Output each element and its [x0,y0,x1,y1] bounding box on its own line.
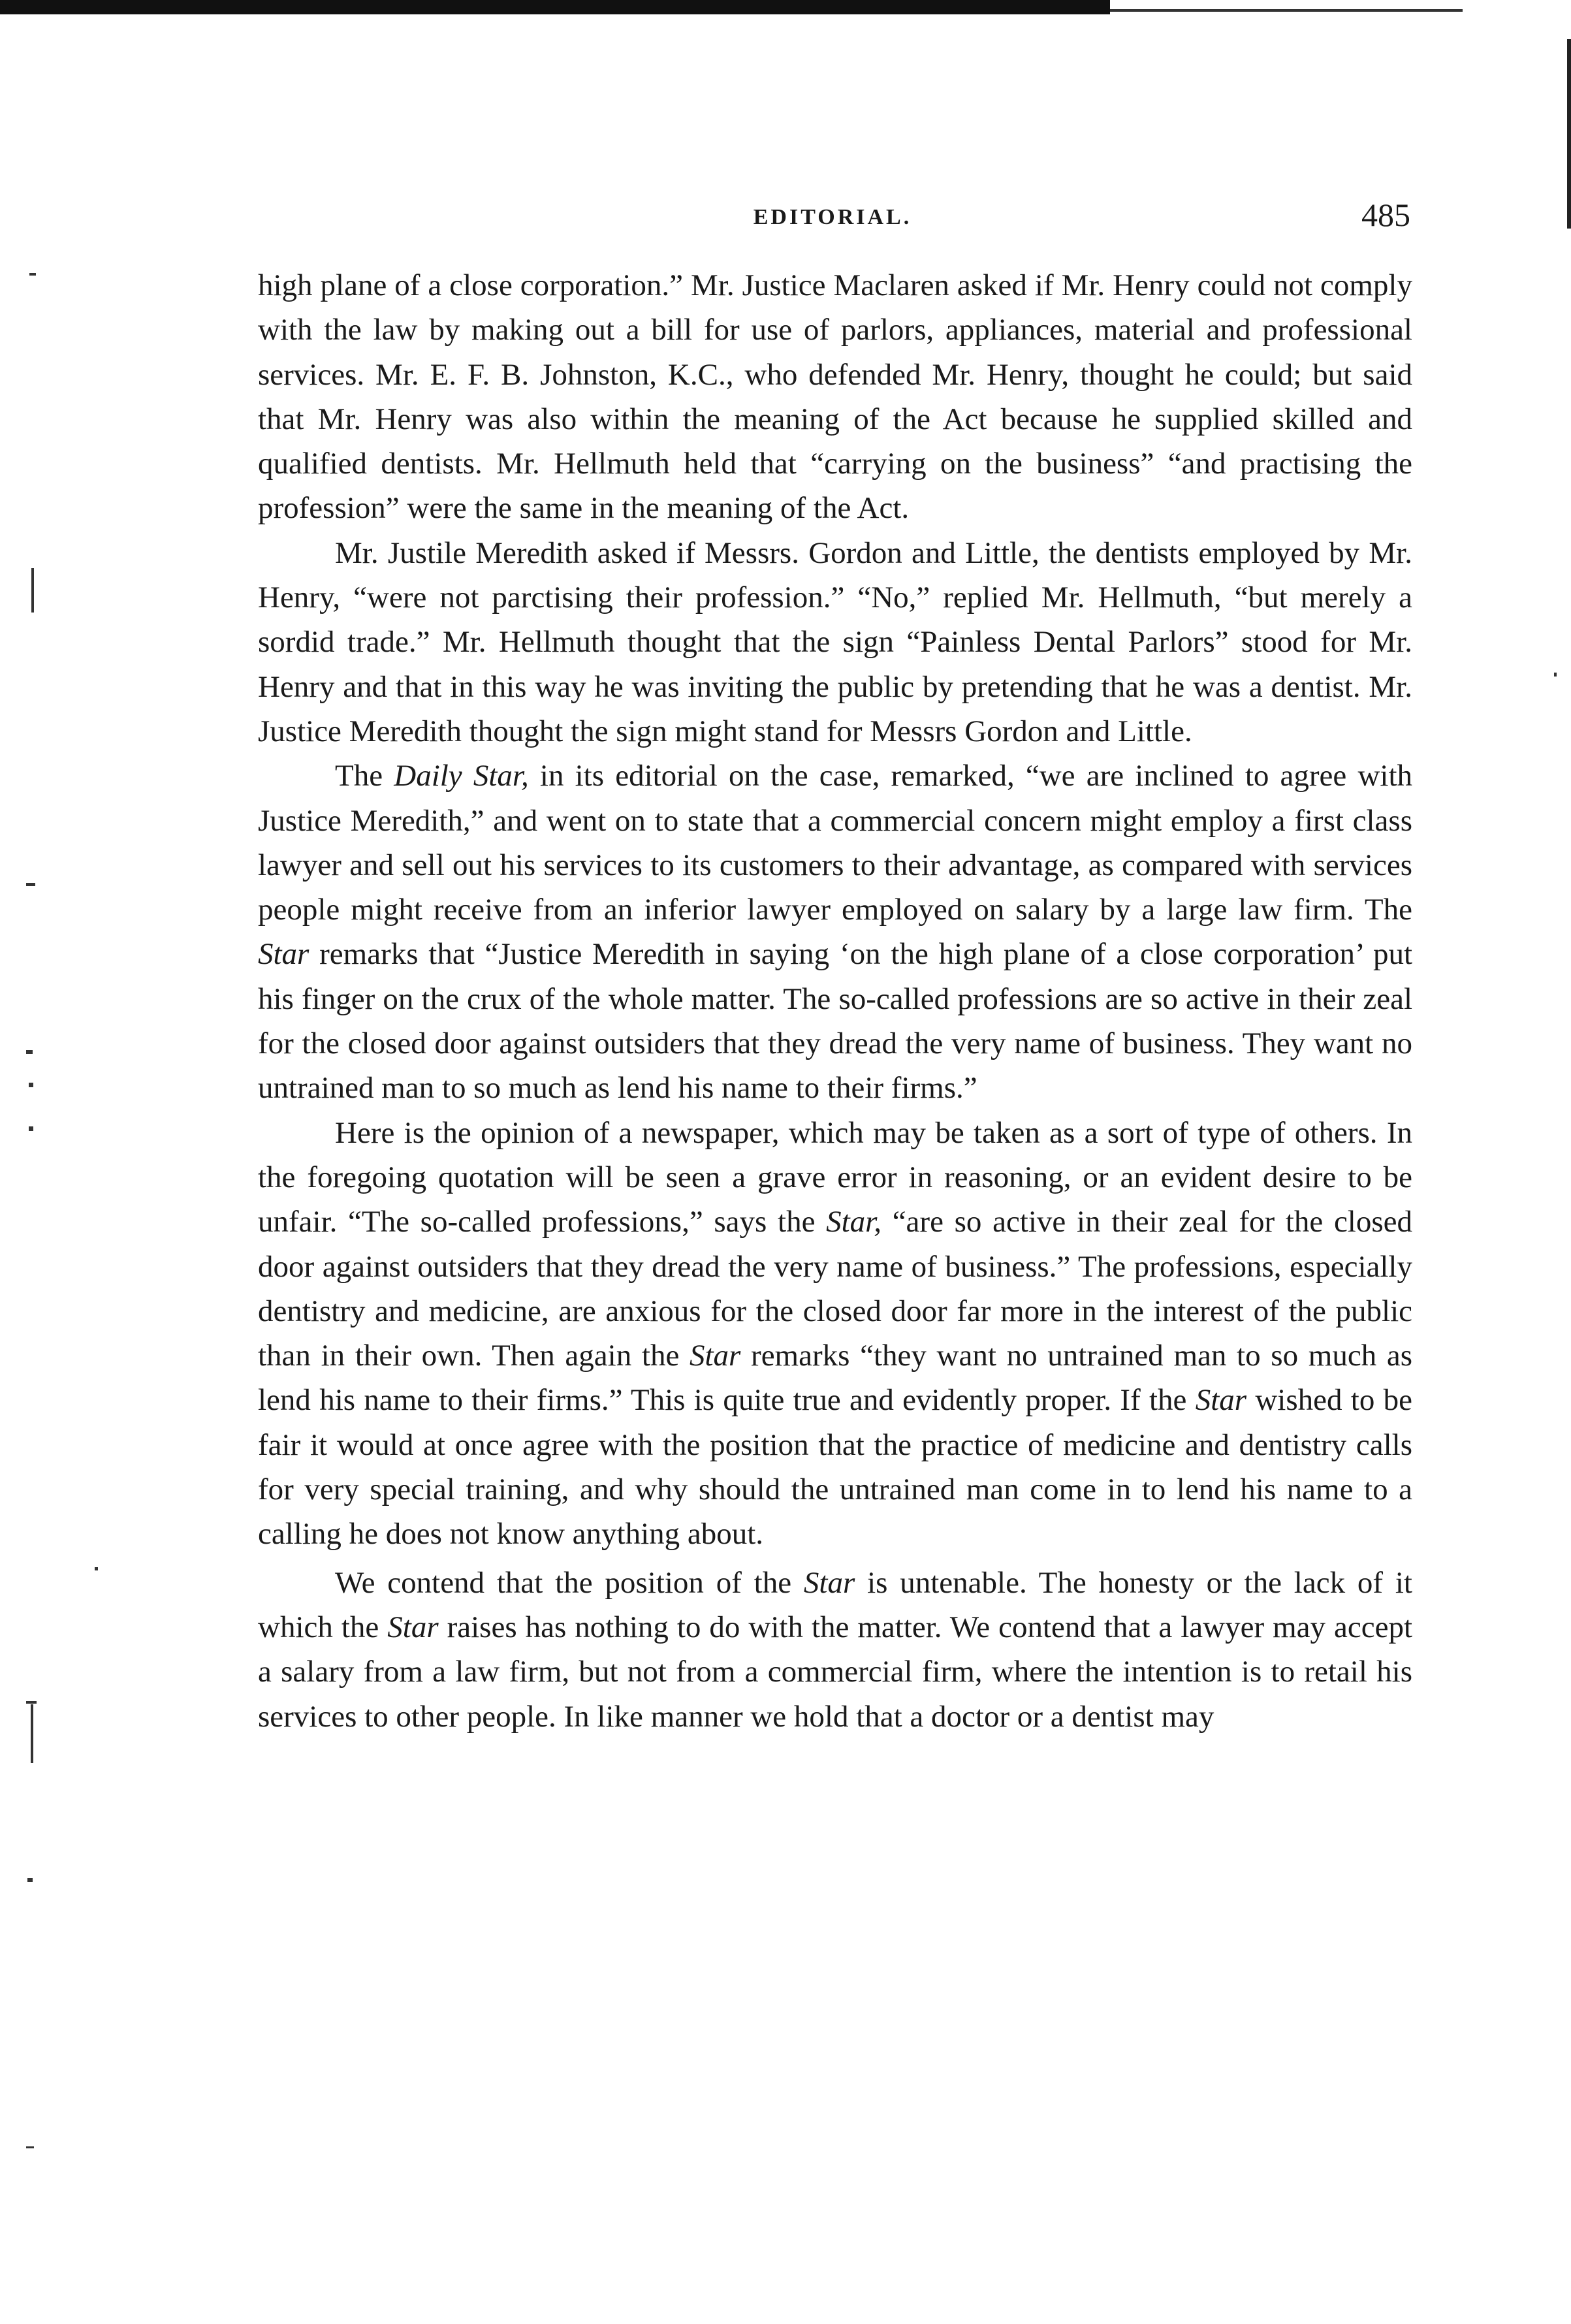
running-title: EDITORIAL. [753,205,912,229]
margin-speck [95,1567,98,1570]
page-edge-shadow [1567,39,1571,229]
italic-title-text: Star [690,1339,741,1373]
paragraph-text: Here is the opinion of a newspaper, which may be taken as a sort of type of others. In the foregoing quotation will be seen a grave error in reasoning, or an evident desire to be unfair. “The so-called professions,” says the [258,1115,1412,1239]
top-border-rule-thin [1110,9,1463,12]
paragraph-text: in its editorial on the case, remarked, “we are inclined to agree with Justice Meredith,” and went on to state that a commercial concern might employ a first class lawyer and sell out his services to its customers to their advantage, as compared with services people might receive from an inferior lawyer employed on salary by a large law firm. The [258,759,1413,927]
margin-speck [26,1701,37,1704]
italic-title-text: Daily Star, [394,759,529,793]
paragraph-text: The [335,759,394,793]
paragraph [258,1111,1412,1557]
italic-title-text: Star [387,1610,439,1644]
italic-title-text: Star [258,937,309,972]
margin-speck [29,1126,33,1131]
margin-speck [27,1878,33,1882]
paragraph-text: high plane of a close corporation.” Mr. Justice Maclaren asked if Mr. Henry could not comply with the law by making out a bill for use of parlors, appliances, material and professional services. Mr. E. F. B. Johnston, K.C., who defended Mr. Henry, thought he could; but said that Mr. Henry was also within the meaning of the Act because he supplied skilled and qualified dentists. Mr. Hellmuth held that “carrying on the business” “and practising the profession” were the same in the meaning of the Act. [258,268,1412,526]
margin-speck [26,2146,34,2148]
page-number: 485 [1361,197,1410,233]
margin-speck [26,883,35,886]
italic-title-text: Star [803,1565,855,1600]
article-body [258,263,1412,1739]
italic-title-text: Star [1195,1383,1247,1418]
paragraph [258,1561,1412,1739]
running-head [255,196,1410,242]
margin-speck [31,568,34,613]
paragraph-text: Mr. Justile Meredith asked if Messrs. Gordon and Little, the dentists employed by Mr. Henry, “were not parctising their profession.” “No,” replied Mr. Hellmuth, “but merely a sordid trade.” Mr. Hellmuth thought that the sign “Painless Dental Parlors” stood for Mr. Henry and that in this way he was inviting the public by pretending that he was a dentist. Mr. Justice Meredith thought the sign might stand for Messrs Gordon and Little. [258,535,1412,748]
margin-speck [29,273,36,276]
paragraph-text: raises has nothing to do with the matter. We contend that a lawyer may accept a salary from a law firm, but not from a commercial firm, where the intention is to retail his services to other people. In like manner we hold that a doctor or a dentist may [258,1610,1412,1734]
margin-speck [26,1050,33,1054]
paragraph-text: is untenable. The honesty or the lack of it which the [258,1565,1412,1644]
paragraph-text: We contend that the position of the [335,1565,804,1600]
paragraph-text: “are so active in their zeal for the closed door against outsiders that they dread the very name of business.” The professions, especially dentistry and medicine, are anxious for the closed door far more in the interest of the public than in their own. Then again the [258,1205,1413,1373]
margin-speck [31,1704,33,1763]
paragraph-text: wished to be fair it would at once agree with the position that the practice of medicine and dentistry calls for very special training, and why should the untrained man come in to lend his name to a calling he does not know anything about. [258,1383,1412,1552]
paragraph-text: remarks “they want no untrained man to so much as lend his name to their firms.” This is quite true and evidently proper. If the [258,1339,1413,1418]
paragraph [258,754,1412,1110]
top-border-rule [0,0,1110,14]
margin-speck [29,1083,33,1087]
paragraph [258,263,1412,531]
margin-speck [1554,673,1557,677]
italic-title-text: Star, [826,1205,882,1239]
paragraph-text: remarks that “Justice Meredith in saying ‘on the high plane of a close corporation’ put his finger on the crux of the whole matter. The so-called professions are so active in their zeal for the closed door against outsiders that they dread the very name of business. They want no untrained man to so much as lend his name to their firms.” [258,937,1412,1106]
paragraph [258,531,1412,754]
